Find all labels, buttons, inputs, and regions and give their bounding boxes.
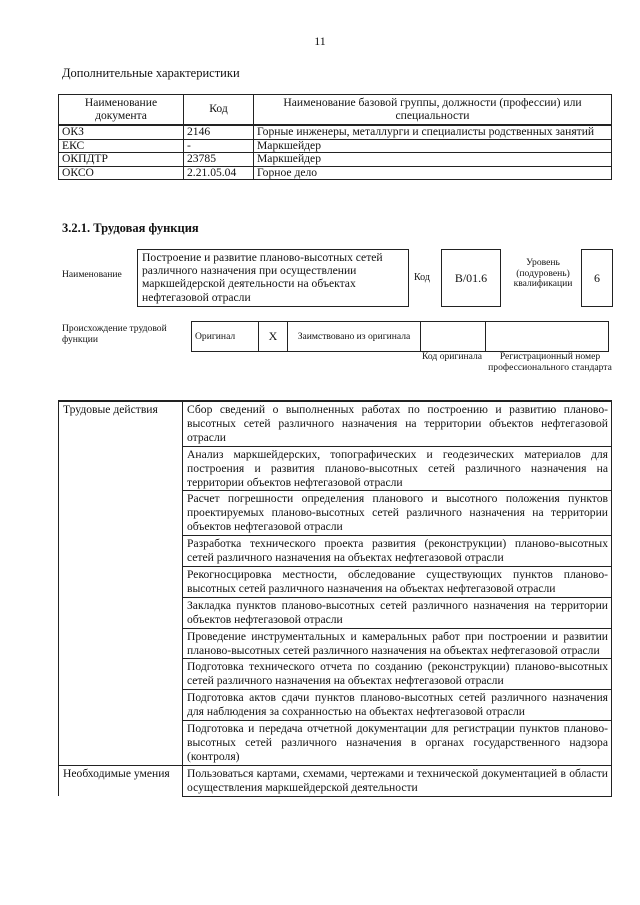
original-label: Оригинал bbox=[192, 322, 259, 352]
table-row bbox=[59, 153, 612, 167]
original-mark: X bbox=[259, 322, 288, 352]
cell-code: 2.21.05.04 bbox=[184, 166, 254, 180]
table-header-row bbox=[59, 95, 612, 126]
labor-action: Закладка пунктов планово-высотных сетей различного назначения на территории объектов нефтегазовой отрасли bbox=[183, 597, 612, 628]
table-row bbox=[59, 166, 612, 180]
labor-action: Проведение инструментальных и камеральных работ при построении и развитии планово-высотных сетей различного назначения на объектах нефтегазовой отрасли bbox=[183, 628, 612, 659]
cell-document: ОКПДТР bbox=[59, 153, 184, 167]
origin-table bbox=[191, 321, 609, 352]
function-code-label: Код bbox=[414, 272, 430, 283]
labor-action: Рекогносцировка местности, обследование существующих пунктов планово-высотных сетей различного назначения на объектах нефтегазовой отрасли bbox=[183, 566, 612, 597]
cell-group-name: Горное дело bbox=[254, 166, 612, 180]
cell-code: 2146 bbox=[184, 125, 254, 139]
borrowed-label: Заимствовано из оригинала bbox=[288, 322, 421, 352]
page-number: 11 bbox=[314, 34, 326, 48]
labor-action: Подготовка и передача отчетной документации для регистрации пунктов планово-высотных сетей различного назначения в органах государственного надзора (контроля) bbox=[183, 721, 612, 766]
cell-document: ЕКС bbox=[59, 139, 184, 153]
skill: Пользоваться картами, схемами, чертежами и технической документацией в области осуществления маркшейдерской деятельности bbox=[183, 765, 612, 796]
cell-group-name: Горные инженеры, металлурги и специалисты родственных занятий bbox=[254, 125, 612, 139]
header-group-name: Наименование базовой группы, должности (профессии) или специальности bbox=[254, 95, 612, 126]
labor-action: Разработка технического проекта развития (реконструкции) планово-высотных сетей различного назначения на объектах нефтегазовой отрасли bbox=[183, 536, 612, 567]
table-row bbox=[59, 125, 612, 139]
qualification-level-box: 6 bbox=[581, 249, 613, 307]
labor-action: Расчет погрешности определения планового и высотного положения пунктов проектируемых планово-высотных сетей различного назначения на территории объектов нефтегазовой отрасли bbox=[183, 491, 612, 536]
header-code: Код bbox=[184, 95, 254, 126]
cell-code: 23785 bbox=[184, 153, 254, 167]
labor-action: Анализ маркшейдерских, топографических и геодезических материалов для построения и развития планово-высотных сетей различного назначения на территории объектов нефтегазовой отрасли bbox=[183, 446, 612, 491]
function-origin-label: Происхождение трудовой функции bbox=[62, 323, 167, 345]
labor-action: Подготовка актов сдачи пунктов планово-высотных сетей различного назначения для наблюдения за сохранностью на объектах нефтегазовой отрасли bbox=[183, 690, 612, 721]
header-document: Наименование документа bbox=[59, 95, 184, 126]
cell-group-name: Маркшейдер bbox=[254, 139, 612, 153]
table-row bbox=[59, 401, 612, 446]
labor-actions-table bbox=[58, 400, 612, 797]
labor-action: Подготовка технического отчета по созданию (реконструкции) планово-высотных сетей различного назначения на объектах нефтегазовой отрасли bbox=[183, 659, 612, 690]
function-code-box: B/01.6 bbox=[441, 249, 501, 307]
table-row bbox=[59, 139, 612, 153]
qualification-level-label: Уровень (подуровень) квалификации bbox=[513, 257, 573, 290]
cell-code: - bbox=[184, 139, 254, 153]
origin-code-cell bbox=[421, 322, 486, 352]
cell-document: ОКСО bbox=[59, 166, 184, 180]
function-name-label: Наименование bbox=[62, 269, 122, 280]
labor-action: Сбор сведений о выполненных работах по построению и развитию планово-высотных сетей различного назначения на территории объектов нефтегазовой отрасли bbox=[183, 401, 612, 446]
labor-actions-label: Трудовые действия bbox=[59, 401, 183, 765]
reg-number-cell bbox=[486, 322, 609, 352]
section-title: 3.2.1. Трудовая функция bbox=[62, 221, 199, 235]
skills-label: Необходимые умения bbox=[59, 765, 183, 796]
additional-characteristics-table bbox=[58, 94, 612, 180]
table-row bbox=[59, 765, 612, 796]
reg-number-label: Регистрационный номер профессионального стандарта bbox=[488, 351, 612, 373]
origin-code-label: Код оригинала bbox=[421, 351, 483, 362]
cell-group-name: Маркшейдер bbox=[254, 153, 612, 167]
function-name-box: Построение и развитие планово-высотных сетей различного назначения при осуществлении маркшейдерской деятельности на объектах нефтегазовой отрасли bbox=[137, 249, 409, 307]
cell-document: ОКЗ bbox=[59, 125, 184, 139]
additional-characteristics-heading: Дополнительные характеристики bbox=[62, 66, 240, 80]
